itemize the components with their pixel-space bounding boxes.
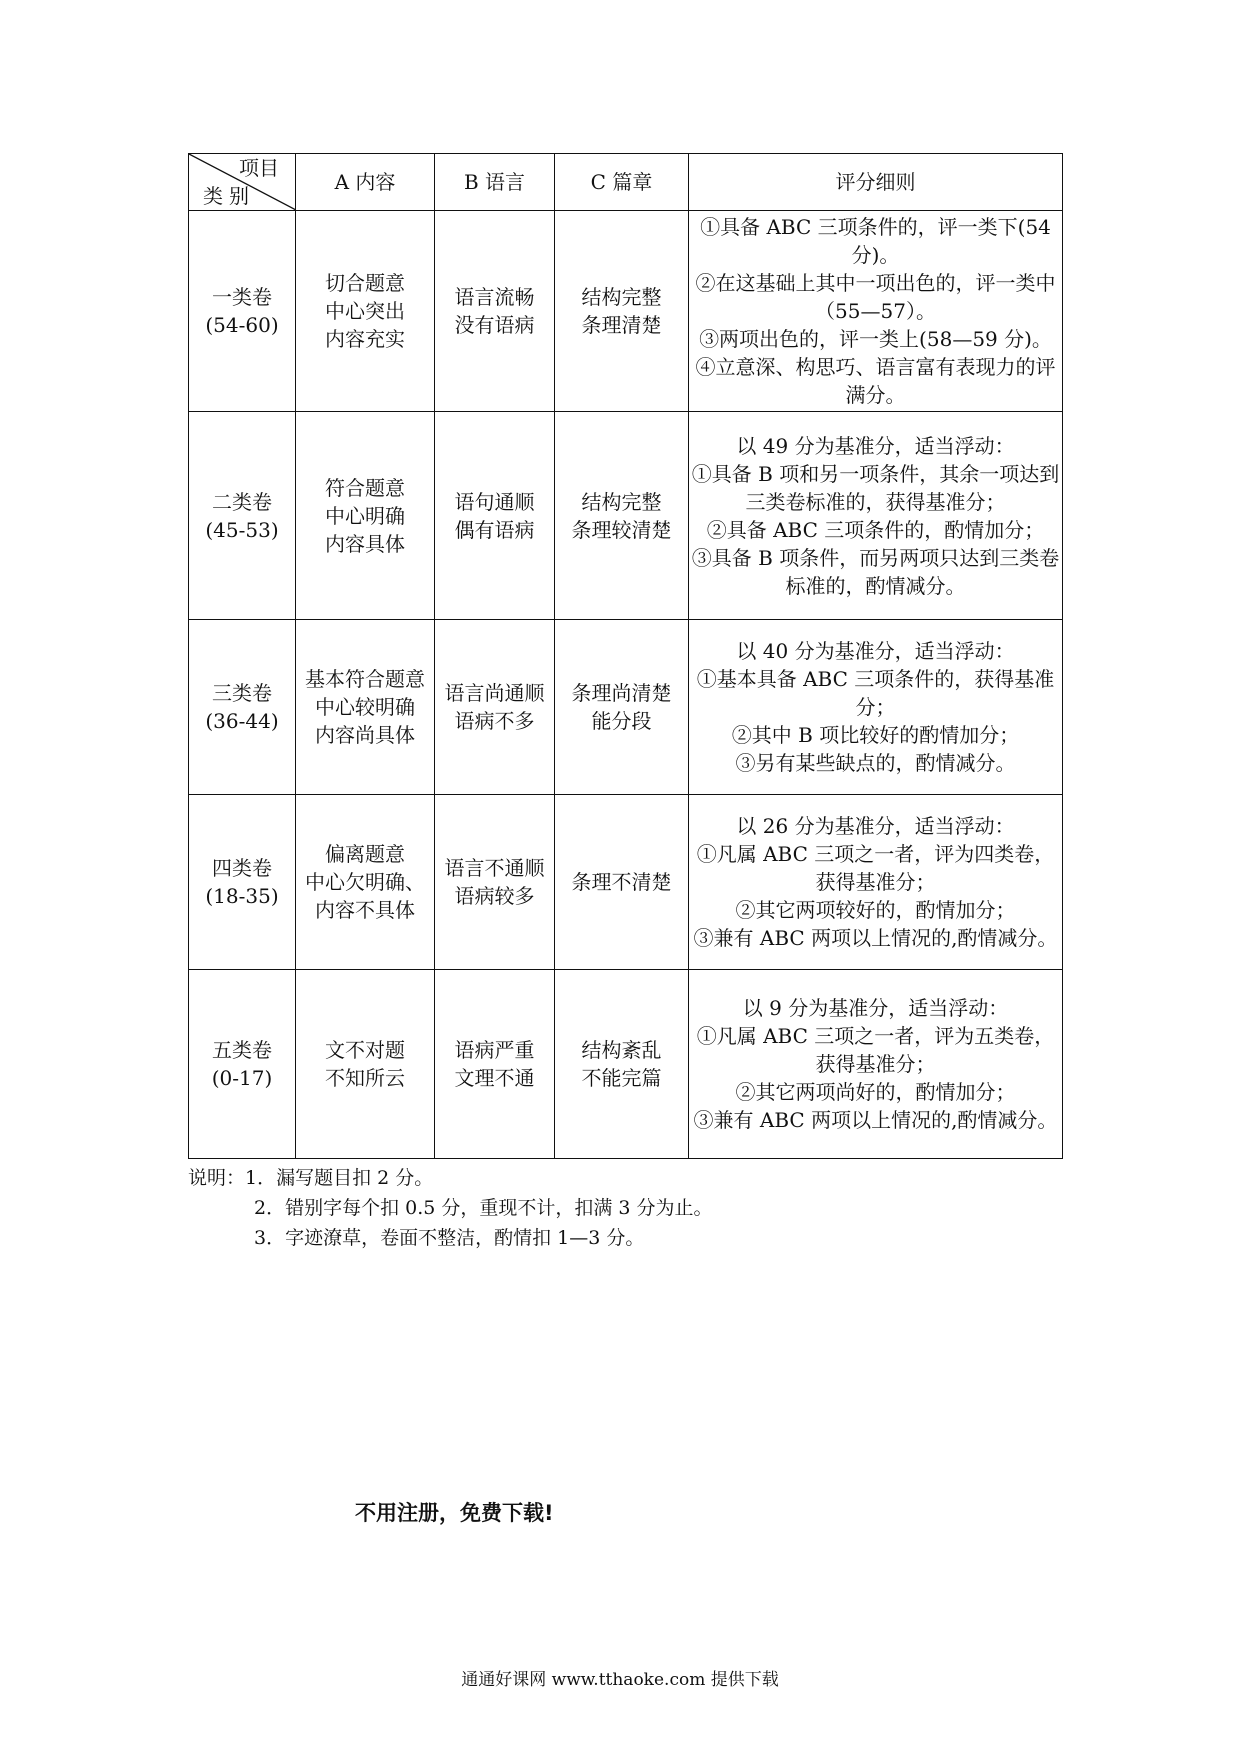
category-cell <box>189 970 296 1159</box>
content-line: 文不对题 <box>325 1038 405 1062</box>
rules-cell <box>689 795 1063 970</box>
structure-cell <box>555 620 689 795</box>
language-line: 语言流畅 <box>454 285 535 309</box>
corner-header-cell <box>189 154 296 211</box>
structure-line: 结构完整 <box>581 285 662 309</box>
structure-cell <box>555 211 689 412</box>
content-cell <box>296 620 435 795</box>
structure-cell <box>555 412 689 620</box>
structure-line: 条理较清楚 <box>571 517 672 542</box>
note-item: 1．漏写题目扣 2 分。 <box>245 1167 434 1189</box>
rule-line: ②其它两项较好的，酌情加分； <box>735 898 1016 922</box>
category-cell <box>189 412 296 620</box>
content-cell <box>296 795 435 970</box>
corner-bottom-label: 类别 <box>203 184 255 208</box>
note-item: 3．字迹潦草，卷面不整洁，酌情扣 1—3 分。 <box>254 1227 645 1249</box>
rule-line: 以 9 分为基准分，适当浮动： <box>742 996 1009 1020</box>
promo-text: 不用注册，免费下载! <box>355 1501 554 1525</box>
header-structure: C 篇章 <box>555 154 689 211</box>
rule-line: ②在这基础上其中一项出色的，评一类中（55—57）。 <box>695 271 1056 323</box>
content-cell <box>296 412 435 620</box>
page-footer: 通通好课网 www.tthaoke.com 提供下载 <box>461 1670 779 1690</box>
notes-section <box>188 1163 713 1253</box>
rule-line: 以 49 分为基准分，适当浮动： <box>736 433 1015 458</box>
table-row <box>189 970 1063 1159</box>
content-line: 基本符合题意 <box>305 667 425 691</box>
content-cell <box>296 970 435 1159</box>
header-content: A 内容 <box>296 154 435 211</box>
structure-line: 结构完整 <box>581 489 662 514</box>
language-cell <box>435 795 555 970</box>
structure-line: 条理清楚 <box>581 313 662 337</box>
language-line: 语句通顺 <box>454 489 535 514</box>
category-range: (45-53) <box>205 517 279 542</box>
content-line: 中心较明确 <box>315 695 415 719</box>
rule-line: ③另有某些缺点的，酌情减分。 <box>735 751 1016 775</box>
content-line: 中心欠明确、 <box>305 870 425 894</box>
rule-line: ③具备 B 项条件，而另两项只达到三类卷标准的，酌情减分。 <box>691 545 1060 598</box>
content-line: 内容尚具体 <box>315 723 415 747</box>
table-header-row <box>189 154 1063 211</box>
scoring-rubric-table <box>188 153 1063 1159</box>
language-cell <box>435 412 555 620</box>
rule-line: ②具备 ABC 三项条件的，酌情加分； <box>706 517 1045 542</box>
rule-line: ②其它两项尚好的，酌情加分； <box>735 1080 1016 1104</box>
table-row <box>189 795 1063 970</box>
language-cell <box>435 211 555 412</box>
rule-line: ③两项出色的，评一类上(58—59 分)。 <box>699 327 1052 351</box>
language-line: 语病严重 <box>454 1038 535 1062</box>
content-line: 符合题意 <box>325 475 405 500</box>
table-row <box>189 211 1063 412</box>
content-line: 中心明确 <box>325 503 405 528</box>
note-line <box>188 1163 713 1193</box>
rule-line: ①凡属 ABC 三项之一者，评为四类卷，获得基准分； <box>696 842 1055 894</box>
category-name: 三类卷 <box>212 681 272 705</box>
content-cell <box>296 211 435 412</box>
structure-line: 条理不清楚 <box>571 870 672 894</box>
category-range: (36-44) <box>205 709 279 733</box>
language-line: 语言不通顺 <box>444 856 545 880</box>
language-line: 语病不多 <box>454 709 535 733</box>
category-cell <box>189 620 296 795</box>
language-line: 没有语病 <box>454 313 535 337</box>
category-range: (18-35) <box>205 884 279 908</box>
corner-top-label: 项目 <box>239 156 279 180</box>
category-range: (54-60) <box>205 313 279 337</box>
rule-line: 以 26 分为基准分，适当浮动： <box>736 814 1015 838</box>
header-language: B 语言 <box>435 154 555 211</box>
rule-line: ③兼有 ABC 两项以上情况的,酌情减分。 <box>693 1108 1058 1132</box>
content-line: 偏离题意 <box>325 842 405 866</box>
category-name: 一类卷 <box>212 285 272 309</box>
table-row <box>189 412 1063 620</box>
content-line: 中心突出 <box>325 299 405 323</box>
structure-cell <box>555 970 689 1159</box>
structure-line: 结构紊乱 <box>581 1038 662 1062</box>
rule-line: ③兼有 ABC 两项以上情况的,酌情减分。 <box>693 926 1058 950</box>
language-line: 语言尚通顺 <box>444 681 545 705</box>
content-line: 内容不具体 <box>315 898 415 922</box>
rules-cell <box>689 211 1063 412</box>
content-line: 切合题意 <box>325 271 405 295</box>
notes-prefix: 说明： <box>188 1167 246 1189</box>
language-line: 偶有语病 <box>454 517 535 542</box>
structure-line: 不能完篇 <box>581 1066 662 1090</box>
language-cell <box>435 970 555 1159</box>
rule-line: ④立意深、构思巧、语言富有表现力的评满分。 <box>695 355 1056 407</box>
rule-line: ①凡属 ABC 三项之一者，评为五类卷，获得基准分； <box>696 1024 1055 1076</box>
category-name: 五类卷 <box>212 1038 272 1062</box>
rule-line: ①具备 B 项和另一项条件，其余一项达到三类卷标准的，获得基准分； <box>691 461 1060 514</box>
category-cell <box>189 795 296 970</box>
content-line: 内容充实 <box>325 327 405 351</box>
rule-line: 以 40 分为基准分，适当浮动： <box>736 639 1015 663</box>
content-line: 不知所云 <box>325 1066 405 1090</box>
language-line: 语病较多 <box>454 884 535 908</box>
structure-cell <box>555 795 689 970</box>
category-name: 四类卷 <box>212 856 272 880</box>
content-line: 内容具体 <box>325 531 405 556</box>
language-line: 文理不通 <box>454 1066 535 1090</box>
category-name: 二类卷 <box>212 489 272 514</box>
structure-line: 能分段 <box>591 709 652 733</box>
note-item: 2．错别字每个扣 0.5 分，重现不计，扣满 3 分为止。 <box>254 1197 713 1219</box>
language-cell <box>435 620 555 795</box>
rule-line: ①具备 ABC 三项条件的，评一类下(54分)。 <box>700 215 1051 267</box>
category-cell <box>189 211 296 412</box>
category-range: (0-17) <box>211 1066 273 1090</box>
table-row <box>189 620 1063 795</box>
header-rules: 评分细则 <box>689 154 1063 211</box>
structure-line: 条理尚清楚 <box>571 681 672 705</box>
rules-cell <box>689 412 1063 620</box>
rule-line: ②其中 B 项比较好的酌情加分； <box>731 723 1020 747</box>
rules-cell <box>689 620 1063 795</box>
rule-line: ①基本具备 ABC 三项条件的，获得基准分； <box>696 667 1055 719</box>
rules-cell <box>689 970 1063 1159</box>
